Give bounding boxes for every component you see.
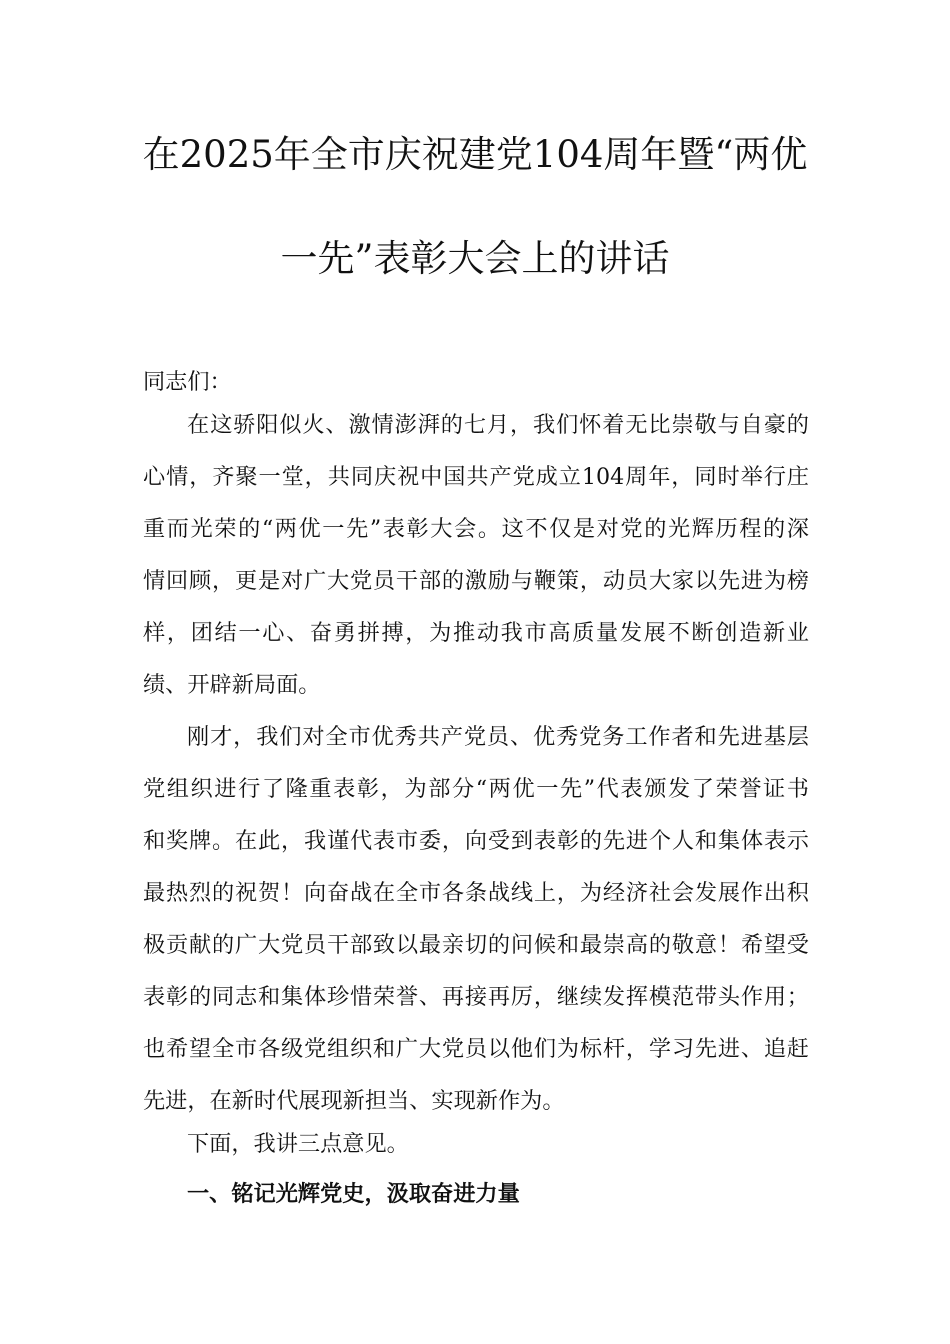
paragraph-1-line-4: 情回顾，更是对广大党员干部的激励与鞭策，动员大家以先进为榜: [143, 568, 809, 594]
salutation: 同志们：: [143, 369, 232, 395]
paragraph-1-line-3: 重而光荣的“两优一先”表彰大会。这不仅是对党的光辉历程的深: [143, 516, 809, 542]
paragraph-2-line-6: 表彰的同志和集体珍惜荣誉、再接再厉，继续发挥模范带头作用；: [143, 984, 809, 1010]
paragraph-2-line-7: 也希望全市各级党组织和广大党员以他们为标杆，学习先进、追赶: [143, 1036, 809, 1062]
paragraph-1-line-2: 心情，齐聚一堂，共同庆祝中国共产党成立104周年，同时举行庄: [143, 464, 809, 490]
paragraph-1-line-6: 绩、开辟新局面。: [143, 672, 321, 698]
paragraph-2-line-1: 刚才，我们对全市优秀共产党员、优秀党务工作者和先进基层: [187, 724, 809, 750]
paragraph-3-line-1: 下面，我讲三点意见。: [187, 1131, 409, 1157]
document-title-line-1: 在2025年全市庆祝建党104周年暨“两优: [142, 133, 808, 176]
paragraph-2-line-3: 和奖牌。在此，我谨代表市委，向受到表彰的先进个人和集体表示: [143, 828, 809, 854]
section-heading: 一、铭记光辉党史，汲取奋进力量: [187, 1181, 520, 1207]
paragraph-1-line-1: 在这骄阳似火、激情澎湃的七月，我们怀着无比崇敬与自豪的: [187, 412, 809, 438]
paragraph-2-line-2: 党组织进行了隆重表彰，为部分“两优一先”代表颁发了荣誉证书: [143, 776, 809, 802]
paragraph-2-line-8: 先进，在新时代展现新担当、实现新作为。: [143, 1088, 565, 1114]
paragraph-2-line-5: 极贡献的广大党员干部致以最亲切的问候和最崇高的敬意！希望受: [143, 932, 809, 958]
document-title-line-2: 一先”表彰大会上的讲话: [280, 237, 670, 280]
paragraph-2-line-4: 最热烈的祝贺！向奋战在全市各条战线上，为经济社会发展作出积: [143, 880, 809, 906]
paragraph-1-line-5: 样，团结一心、奋勇拼搏，为推动我市高质量发展不断创造新业: [143, 620, 809, 646]
